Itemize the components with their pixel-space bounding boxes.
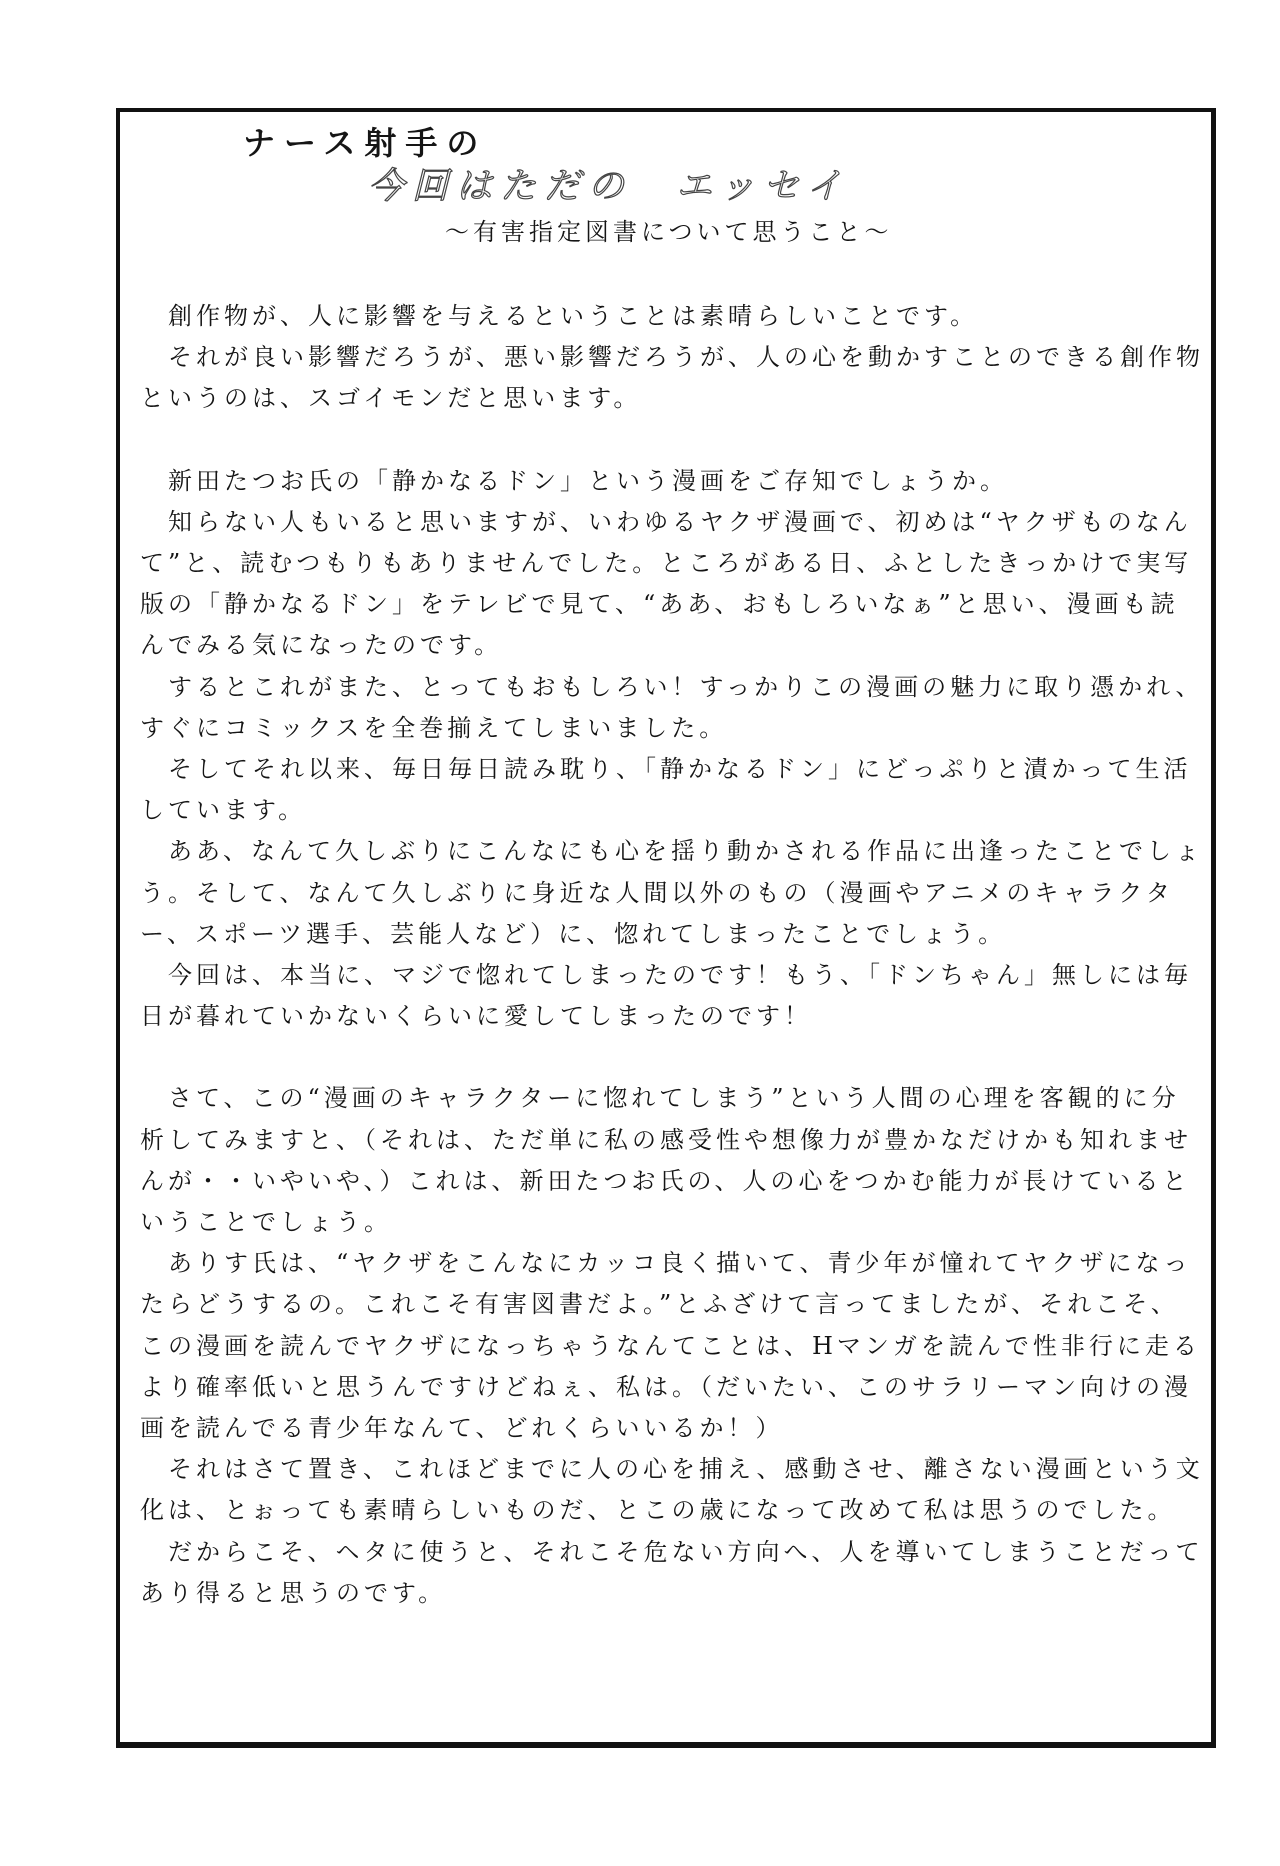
essay-subtitle: ～有害指定図書について思うこと～ <box>445 218 893 246</box>
essay-series-title: ナース射手の <box>243 124 488 162</box>
paragraph: だからこそ、ヘタに使うと、それこそ危ない方向へ、人を導いてしまうことだってあり得ると思うのです。 <box>140 1537 1204 1607</box>
paragraph: 知らない人もいると思いますが、いわゆるヤクザ漫画で、初めは“ヤクザものなんて”と、読むつもりもありませんでした。ところがある日、ふとしたきっかけで実写版の「静かなるドン」をテレビで見て、“ああ、おもしろいなぁ”と思い、漫画も読んでみる気になったのです。 <box>140 507 1193 660</box>
paragraph: そしてそれ以来、毎日毎日読み耽り、「静かなるドン」にどっぷりと漬かって生活しています。 <box>140 755 1192 825</box>
paragraph: するとこれがまた、とってもおもしろい！すっかりこの漫画の魅力に取り憑かれ、すぐにコミックスを全巻揃えてしまいました。 <box>140 672 1204 742</box>
paragraph: それはさて置き、これほどまでに人の心を捕え、感動させ、離さない漫画という文化は、とぉっても素晴らしいものだ、とこの歳になって改めて私は思うのでした。 <box>140 1455 1204 1525</box>
paragraph: 今回は、本当に、マジで惚れてしまったのです！もう、「ドンちゃん」無しには毎日が暮れていかないくらいに愛してしまったのです！ <box>140 961 1192 1031</box>
paragraph: 創作物が、人に影響を与えるということは素晴らしいことです。 <box>140 302 979 330</box>
paragraph: ああ、なんて久しぶりにこんなにも心を揺り動かされる作品に出逢ったことでしょう。そして、なんて久しぶりに身近な人間以外のもの（漫画やアニメのキャラクター、スポーツ選手、芸能人など）に、惚れてしまったことでしょう。 <box>140 837 1204 948</box>
essay-outline-title: 今回はただの エッセイ <box>368 166 851 207</box>
section-spacer <box>140 1037 1205 1078</box>
paragraph: ありす氏は、“ヤクザをこんなにカッコ良く描いて、青少年が憧れてヤクザになったらどうするの。これこそ有害図書だよ。”とふざけて言ってましたが、それこそ、この漫画を読んでヤクザになっちゃうなんてことは、Hマンガを読んで性非行に走るより確率低いと思うんですけどねぇ、私は。（だいたい、このサラリーマン向けの漫画を読んでる青少年なんて、どれくらいいるか！） <box>140 1249 1201 1443</box>
section-spacer <box>140 420 1205 461</box>
essay-body <box>140 296 1205 1614</box>
paragraph: それが良い影響だろうが、悪い影響だろうが、人の心を動かすことのできる創作物というのは、スゴイモンだと思います。 <box>140 343 1204 413</box>
paragraph: 新田たつお氏の「静かなるドン」という漫画をご存知でしょうか。 <box>140 466 1008 495</box>
paragraph: さて、この“漫画のキャラクターに惚れてしまう”という人間の心理を客観的に分析してみますと、（それは、ただ単に私の感受性や想像力が豊かなだけかも知れませんが・・いやいや、）これは、新田たつお氏の、人の心をつかむ能力が長けているということでしょう。 <box>140 1084 1192 1237</box>
